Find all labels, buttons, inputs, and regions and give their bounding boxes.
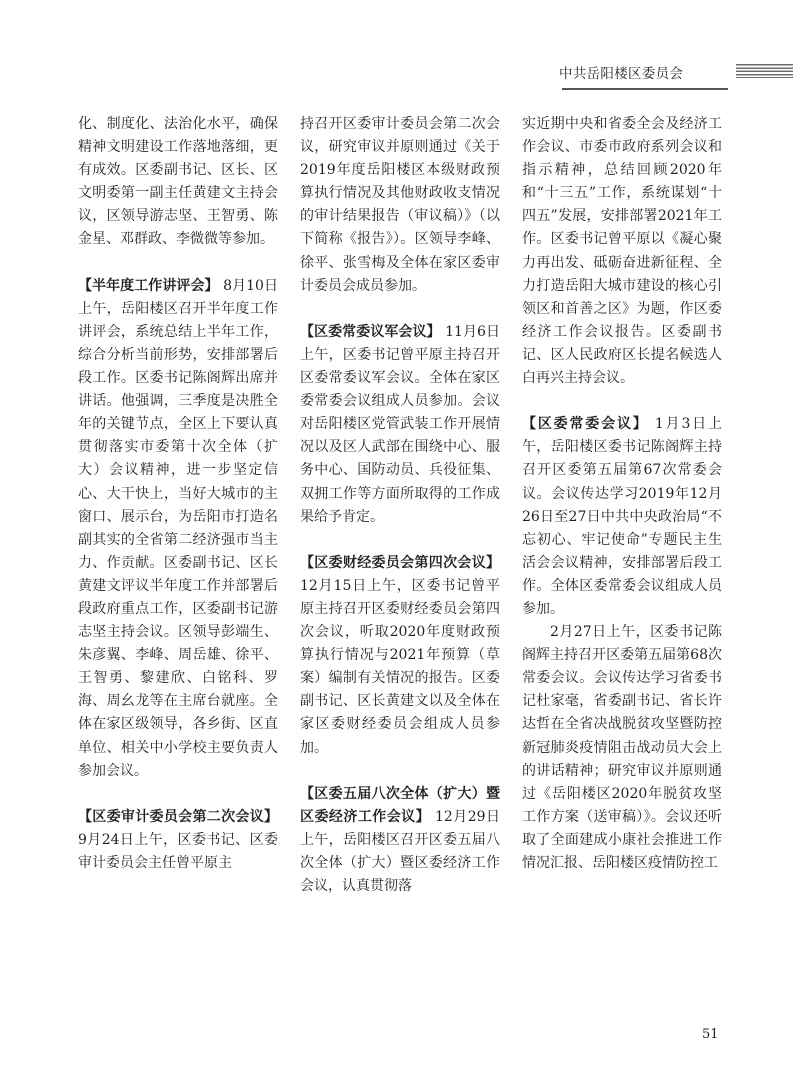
section-gap: [300, 298, 500, 321]
section-heading: 【区委常委会议】: [522, 416, 649, 433]
section-heading: 【半年度工作讲评会】: [78, 277, 219, 294]
paragraph-feb-meeting: [522, 621, 722, 875]
section-heading: 【区委五届八次全体（扩大）暨区委经济工作会议】: [300, 785, 500, 825]
section-military-meeting: [300, 321, 500, 529]
paragraph-text: 实近期中央和省委全会及经济工作会议、市委市政府系列会议和指示精神，总结回顾2020年和“十三五”工作，系统谋划“十四五”发展，安排部署2021年工作。区委书记曾平原以《凝心聚力再出发、砥砺奋进新征程、全力打造岳阳大城市建设的核心引领区和首善之区》为题，作区委经济工作会议报告。区委副书记、区人民政府区长提名候选人白再兴主持会议。: [522, 116, 722, 387]
section-body: 9月24日上午，区委书记、区委审计委员会主任曾平原主: [78, 831, 278, 871]
section-gap: [78, 783, 278, 806]
text-column-1: [78, 113, 278, 875]
section-body: 12月15日上午，区委书记曾平原主持召开区委财经委员会第四次会议，听取2020年度财政预算执行情况与2021年预算（草案）编制有关情况的报告。区委副书记、区长黄建文以及全体在家区委财经委员会组成人员参加。: [300, 577, 500, 756]
header-title: 中共岳阳楼区委员会: [559, 66, 684, 82]
section-heading: 【区委审计委员会第二次会议】: [78, 808, 278, 825]
paragraph-text: 持召开区委审计委员会第二次会议，研究审议并原则通过《关于2019年度岳阳楼区本级财政预算执行情况及其他财政收支情况的审计结果报告（审议稿）》（以下简称《报告》）。区领导李峰、徐平、张雪梅及全体在家区委审计委员会成员参加。: [300, 116, 500, 294]
section-gap: [522, 390, 722, 413]
header-stripes-ornament: [736, 64, 793, 78]
header-rule: [562, 88, 728, 90]
section-body: 11月6日上午，区委书记曾平原主持召开区委常委议军会议。全体在家区委常委会议组成人员参加。会议对岳阳楼区党管武装工作开展情况以及区人武部在围绕中心、服务中心、国防动员、兵役征集、双拥工作等方面所取得的工作成果给予肯定。: [300, 323, 501, 525]
section-body: 1月3日上午，岳阳楼区委书记陈阁辉主持召开区委第五届第67次常委会议。会议传达学习2019年12月26日至27日中共中央政治局“不忘初心、牢记使命”专题民主生活会会议精神，安排部署后段工作。全体区委常委会议组成人员参加。: [522, 416, 723, 617]
section-plenary-economic: [300, 783, 500, 898]
paragraph-continuation: [522, 113, 722, 390]
section-heading: 【区委财经委员会第四次会议】: [300, 554, 500, 571]
text-column-3: [522, 113, 722, 875]
section-gap: [300, 760, 500, 783]
section-half-year-review: [78, 275, 278, 783]
text-column-2: [300, 113, 500, 898]
section-body: 8月10日上午，岳阳楼区召开半年度工作讲评会，系统总结上半年工作，综合分析当前形势，安排部署后段工作。区委书记陈阁辉出席并讲话。他强调，三季度是决胜全年的关键节点，全区上下要认真贯彻落实市委第十次全体（扩大）会议精神，进一步坚定信心、大干快上，当好大城市的主窗口、展示台，为岳阳市打造名副其实的全省第二经济强市当主力、作贡献。区委副书记、区长黄建文评议半年度工作并部署后段政府重点工作，区委副书记游志坚主持会议。区领导彭端生、朱彦翼、李峰、周岳雄、徐平、王智勇、黎建欣、白铭科、罗海、周幺龙等在主席台就座。全体在家区级领导，各乡街、区直单位、相关中小学校主要负责人参加会议。: [78, 277, 279, 779]
section-audit-committee: [78, 806, 278, 875]
paragraph-text: 2月27日上午，区委书记陈阁辉主持召开区委第五届第68次常委会议。会议传达学习省委书记杜家毫，省委副书记、省长许达哲在全省决战脱贫攻坚暨防控新冠肺炎疫情阻击战动员大会上的讲话精神；研究审议并原则通过《岳阳楼区2020年脱贫攻坚工作方案（送审稿）》。会议还听取了全面建成小康社会推进工作情况汇报、岳阳楼区疫情防控工: [522, 624, 722, 871]
paragraph-continuation: [78, 113, 278, 252]
section-heading: 【区委常委议军会议】: [300, 323, 441, 340]
page-number: 51: [702, 1027, 719, 1042]
paragraph-text: 化、制度化、法治化水平，确保精神文明建设工作落地落细，更有成效。区委副书记、区长、区文明委第一副主任黄建文主持会议，区领导游志坚、王智勇、陈金星、邓群政、李微微等参加。: [78, 116, 278, 248]
section-finance-committee: [300, 552, 500, 760]
section-body: 12月29日上午，岳阳楼区召开区委五届八次全体（扩大）暨区委经济工作会议，认真贯彻落: [300, 808, 500, 895]
paragraph-continuation: [300, 113, 500, 298]
running-header: [0, 0, 793, 90]
section-standing-committee: [522, 413, 722, 621]
section-gap: [300, 529, 500, 552]
section-gap: [78, 252, 278, 275]
